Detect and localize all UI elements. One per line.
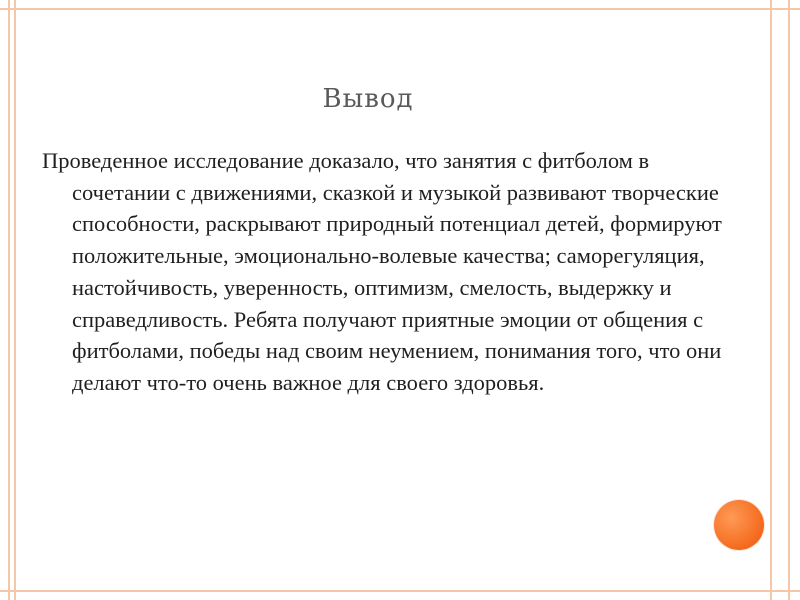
slide-body-text: Проведенное исследование доказало, что занятия с фитболом в сочетании с движениями, сказкой и музыкой развивают творческие способности, раскрывают природный потенциал детей, формируют положительные, эмоционально-волевые качества; саморегуляция, настойчивость, уверенность, оптимизм, смелость, выдержку и справедливость. Ребята получают приятные эмоции от общения с фитболами, победы над своим неумением, понимания того, что они делают что-то очень важное для своего здоровья. <box>42 148 722 395</box>
frame-line-right-outer <box>788 0 790 600</box>
frame-line-bottom <box>0 590 800 592</box>
frame-line-top <box>0 8 800 10</box>
decorative-orange-circle <box>714 500 764 550</box>
frame-line-right-inner <box>770 0 772 600</box>
slide-title: Вывод <box>322 84 414 114</box>
